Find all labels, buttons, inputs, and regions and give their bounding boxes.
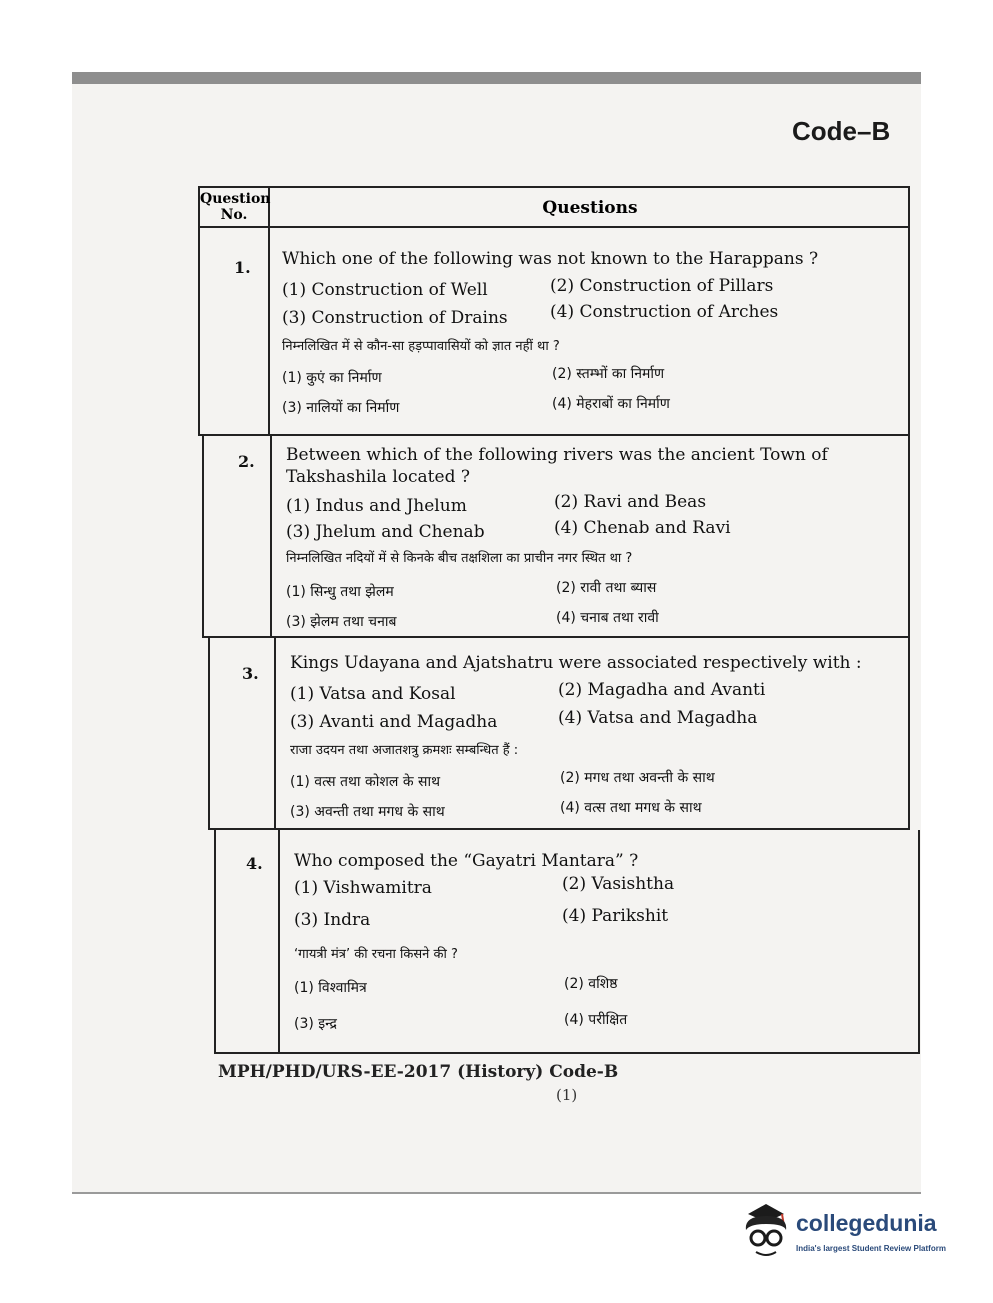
exam-footer: MPH/PHD/URS-EE-2017 (History) Code-B <box>218 1062 619 1082</box>
table-header <box>198 186 910 228</box>
hindi-option-3: (3) इन्द्र <box>294 1016 337 1032</box>
option-1: (1) Indus and Jhelum <box>286 496 467 516</box>
hindi-option-4: (4) वत्स तथा मगध के साथ <box>560 800 702 816</box>
brand-tagline: India's largest Student Review Platform <box>796 1244 946 1253</box>
hindi-option-2: (2) रावी तथा ब्यास <box>556 580 657 596</box>
collegedunia-mascot-icon <box>738 1200 794 1262</box>
question-row-2 <box>202 436 910 638</box>
option-2: (2) Magadha and Avanti <box>558 680 766 700</box>
page-number: (1) <box>556 1086 578 1104</box>
scan-edge <box>72 1192 921 1194</box>
option-1: (1) Construction of Well <box>282 280 488 300</box>
option-4: (4) Construction of Arches <box>550 302 779 322</box>
option-4: (4) Vatsa and Magadha <box>558 708 758 728</box>
question-row-4 <box>214 830 920 1054</box>
option-4: (4) Chenab and Ravi <box>554 518 731 538</box>
question-number: 4. <box>246 854 263 873</box>
hindi-option-1: (1) वत्स तथा कोशल के साथ <box>290 774 441 790</box>
header-questions: Questions <box>542 198 638 218</box>
option-2: (2) Vasishtha <box>562 874 675 894</box>
hindi-option-3: (3) झेलम तथा चनाब <box>286 614 397 630</box>
hindi-option-1: (1) कुएं का निर्माण <box>282 370 382 386</box>
paper-code: Code–B <box>792 116 891 146</box>
question-row-1 <box>198 228 910 436</box>
hindi-option-3: (3) अवन्ती तथा मगध के साथ <box>290 804 445 820</box>
option-3: (3) Jhelum and Chenab <box>286 522 485 542</box>
hindi-question-text: निम्नलिखित में से कौन-सा हड़प्पावासियों को ज्ञात नहीं था ? <box>282 339 560 354</box>
option-3: (3) Construction of Drains <box>282 308 508 328</box>
question-number: 1. <box>234 258 251 277</box>
header-question-no: Question No. <box>200 188 270 228</box>
option-3: (3) Indra <box>294 910 371 930</box>
question-text: Which one of the following was not known to the Harappans ? <box>282 249 819 269</box>
option-4: (4) Parikshit <box>562 906 669 926</box>
option-3: (3) Avanti and Magadha <box>290 712 498 732</box>
question-number: 3. <box>242 664 259 683</box>
question-text: Between which of the following rivers was the ancient Town of Takshashila located ? <box>286 445 828 487</box>
hindi-option-1: (1) सिन्धु तथा झेलम <box>286 584 394 600</box>
hindi-option-2: (2) स्तम्भों का निर्माण <box>552 366 665 382</box>
hindi-question-text: राजा उदयन तथा अजातशत्रु क्रमशः सम्बन्धित हैं : <box>290 743 519 758</box>
hindi-question-text: निम्नलिखित नदियों में से किनके बीच तक्षशिला का प्राचीन नगर स्थित था ? <box>286 551 633 566</box>
hindi-option-2: (2) मगध तथा अवन्ती के साथ <box>560 770 715 786</box>
hindi-option-4: (4) चनाब तथा रावी <box>556 610 659 626</box>
brand-name: collegedunia <box>796 1210 937 1236</box>
hindi-option-2: (2) वशिष्ठ <box>564 976 618 992</box>
option-2: (2) Ravi and Beas <box>554 492 707 512</box>
question-text: Kings Udayana and Ajatshatru were associated respectively with : <box>290 653 862 673</box>
option-1: (1) Vishwamitra <box>294 878 432 898</box>
option-2: (2) Construction of Pillars <box>550 276 774 296</box>
question-text: Who composed the “Gayatri Mantara” ? <box>294 851 639 871</box>
hindi-option-3: (3) नालियों का निर्माण <box>282 400 400 416</box>
hindi-question-text: ‘गायत्री मंत्र’ की रचना किसने की ? <box>294 947 458 962</box>
question-row-3 <box>208 638 910 830</box>
option-1: (1) Vatsa and Kosal <box>290 684 456 704</box>
hindi-option-1: (1) विश्वामित्र <box>294 980 367 996</box>
hindi-option-4: (4) मेहराबों का निर्माण <box>552 396 670 412</box>
question-number: 2. <box>238 452 255 471</box>
hindi-option-4: (4) परीक्षित <box>564 1012 628 1028</box>
